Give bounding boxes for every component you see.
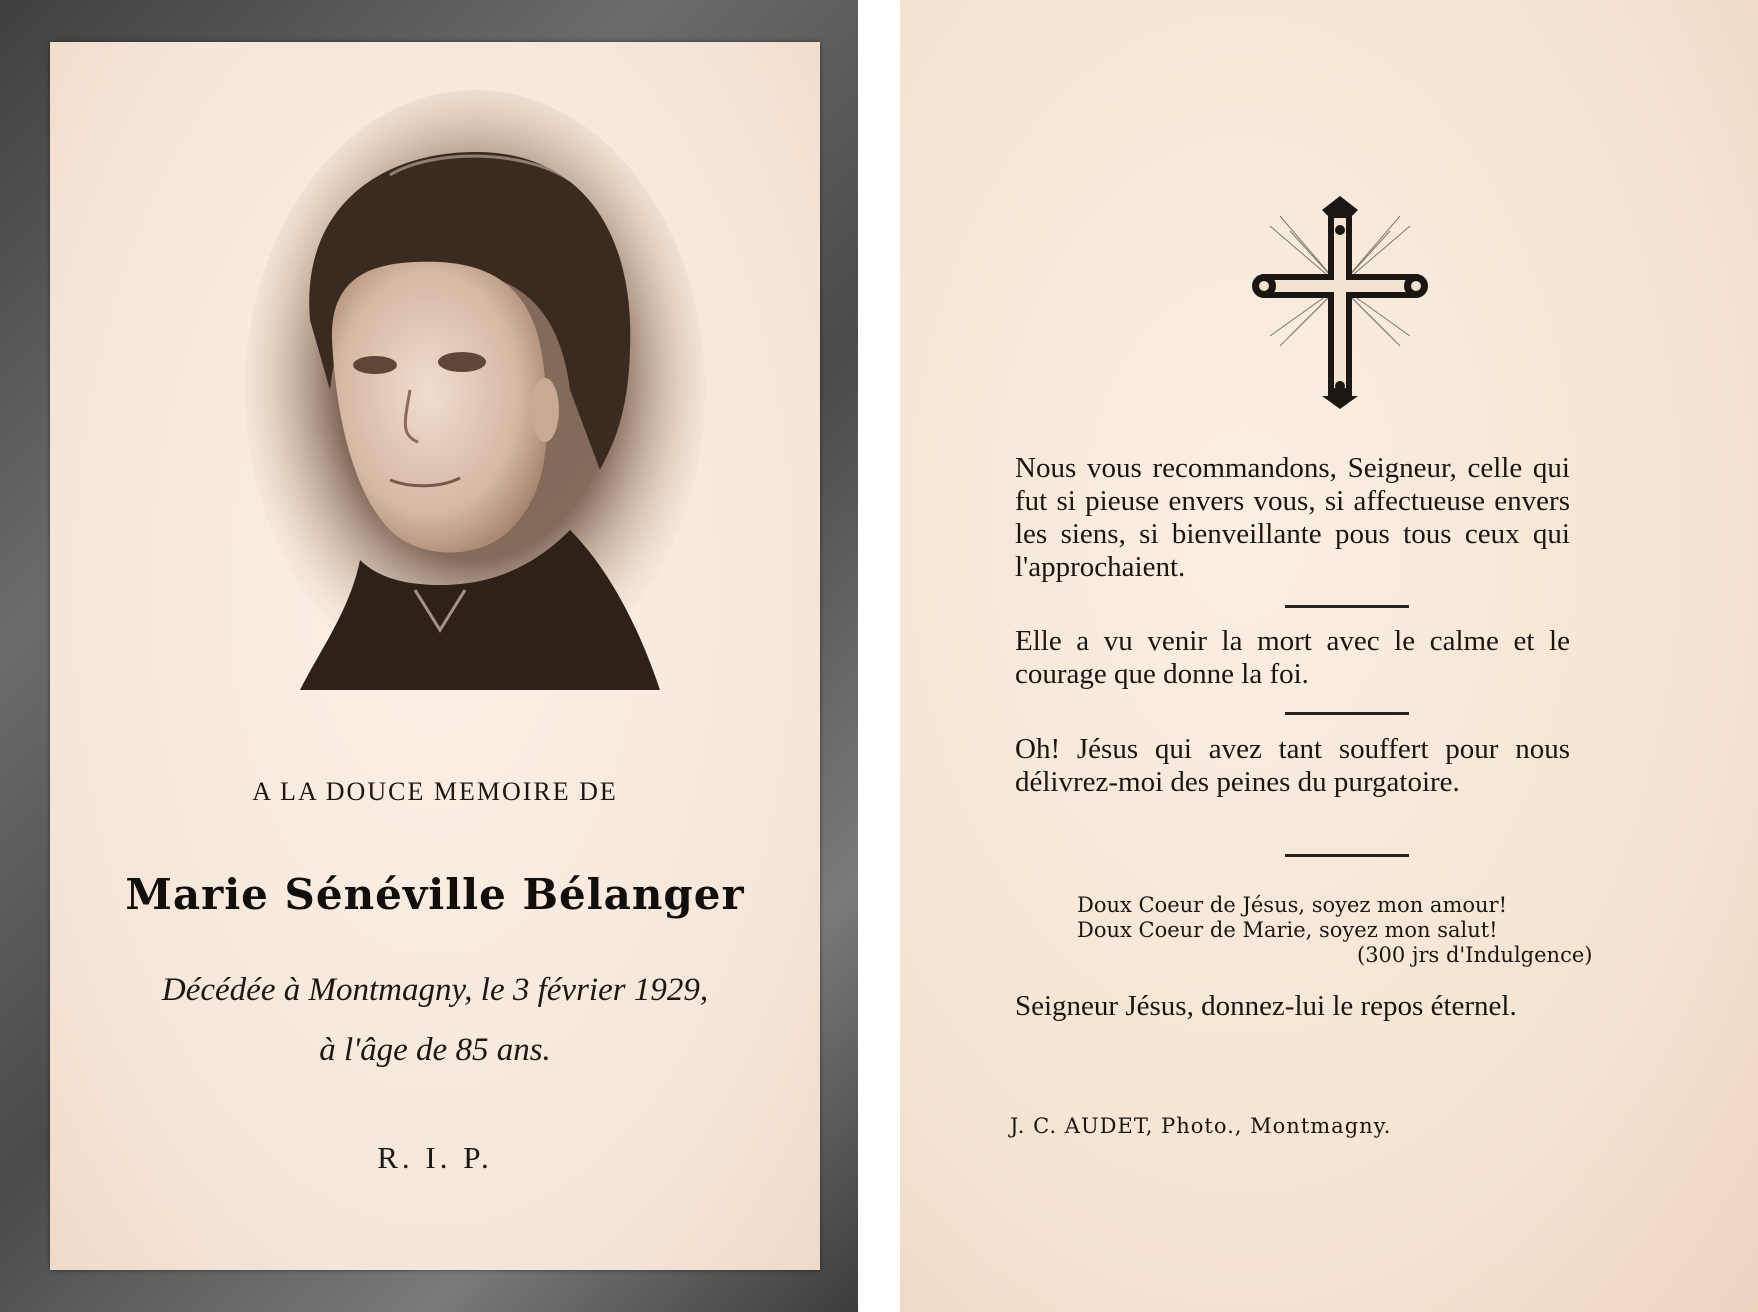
prayer-paragraph-3: Oh! Jésus qui avez tant souffert pour nous délivrez-moi des peines du purgatoire. bbox=[1015, 733, 1570, 798]
divider bbox=[1285, 854, 1409, 857]
death-date-line: Décédée à Montmagny, le 3 février 1929, bbox=[161, 972, 709, 1008]
prayer-paragraph-4: Seigneur Jésus, donnez-lui le repos éternel. bbox=[1015, 990, 1517, 1022]
divider bbox=[1285, 605, 1409, 608]
memorial-heading: A LA DOUCE MEMOIRE DE bbox=[252, 777, 618, 806]
photographer-credit: J. C. AUDET, Photo., Montmagny. bbox=[1010, 1114, 1392, 1138]
age-line: à l'âge de 85 ans. bbox=[319, 1032, 551, 1068]
invocation-line-1: Doux Coeur de Jésus, soyez mon amour! bbox=[1077, 893, 1508, 917]
cross-icon bbox=[1250, 196, 1430, 411]
indulgence-note: (300 jrs d'Indulgence) bbox=[1357, 943, 1593, 967]
card-back bbox=[900, 0, 1758, 1312]
prayer-paragraph-2: Elle a vu venir la mort avec le calme et le courage que donne la foi. bbox=[1015, 625, 1570, 690]
portrait-photo bbox=[240, 90, 710, 710]
card-front bbox=[50, 42, 820, 1270]
divider bbox=[1285, 712, 1409, 715]
deceased-name: Marie Sénéville Bélanger bbox=[125, 870, 745, 919]
invocation-line-2: Doux Coeur de Marie, soyez mon salut! bbox=[1077, 918, 1498, 942]
rip-text: R. I. P. bbox=[377, 1140, 493, 1175]
photo-mount bbox=[0, 0, 858, 1312]
prayer-paragraph-1: Nous vous recommandons, Seigneur, celle qui fut si pieuse envers vous, si affectueuse envers les siens, si bienveillante pous tous ceux qui l'approchaient. bbox=[1015, 452, 1570, 583]
